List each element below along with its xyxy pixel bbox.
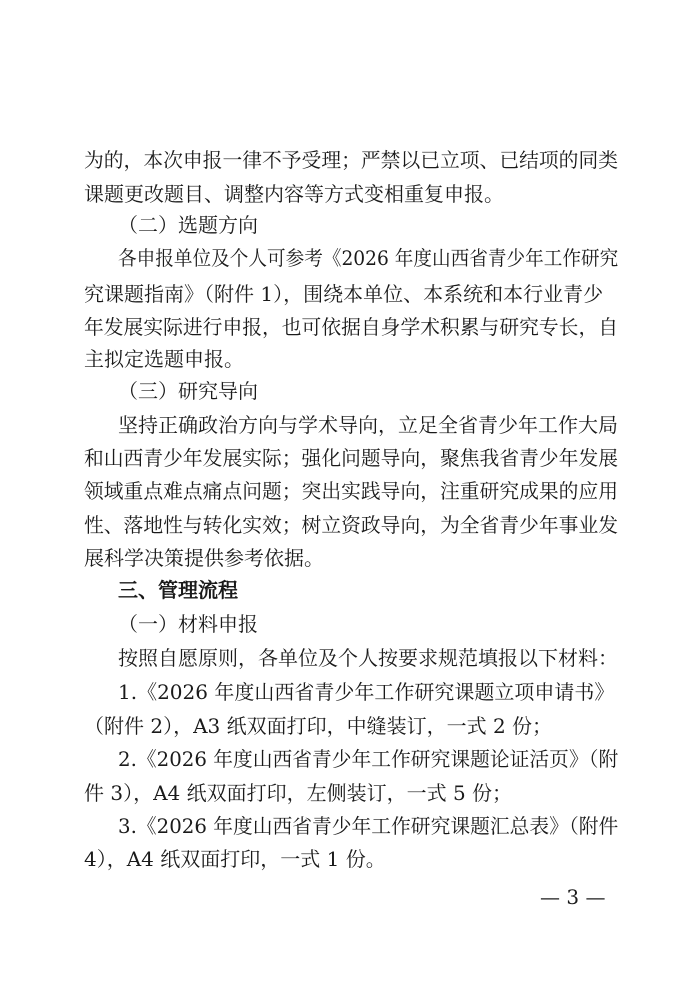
page-number: — 3 — (540, 885, 606, 909)
body-text-line: 性、落地性与转化实效；树立资政导向，为全省青少年事业发 (84, 513, 619, 537)
body-text-line: 究课题指南》（附件 1），围绕本单位、本系统和本行业青少 (84, 282, 604, 306)
body-text-line: 1.《2026 年度山西省青少年工作研究课题立项申请书》 (118, 680, 615, 704)
body-text-line: 4），A4 纸双面打印，一式 1 份。 (84, 847, 386, 871)
body-text-line: 件 3），A4 纸双面打印，左侧装订，一式 5 份； (84, 781, 513, 805)
section-heading: （二）选题方向 (118, 213, 258, 237)
body-text-line: 为的，本次申报一律不予受理；严禁以已立项、已结项的同类 (84, 148, 619, 172)
body-text-line: 展科学决策提供参考依据。 (84, 546, 324, 570)
body-text-line: 2.《2026 年度山西省青少年工作研究课题论证活页》（附 (118, 747, 619, 771)
chapter-heading: 三、管理流程 (118, 578, 238, 602)
body-text-line: （附件 2），A3 纸双面打印，中缝装订，一式 2 份； (84, 714, 553, 738)
section-heading: （三）研究导向 (118, 379, 258, 403)
body-text-line: 各申报单位及个人可参考《2026 年度山西省青少年工作研究 (118, 246, 619, 270)
body-text-line: 3.《2026 年度山西省青少年工作研究课题汇总表》（附件 (118, 814, 619, 838)
body-text-line: 按照自愿原则，各单位及个人按要求规范填报以下材料： (118, 646, 618, 670)
body-text-line: 年发展实际进行申报，也可依据自身学术积累与研究专长，自 (84, 315, 619, 339)
body-text-line: 领域重点难点痛点问题；突出实践导向，注重研究成果的应用 (84, 479, 619, 503)
section-heading: （一）材料申报 (118, 612, 258, 636)
body-text-line: 主拟定选题申报。 (84, 347, 244, 371)
body-text-line: 课题更改题目、调整内容等方式变相重复申报。 (84, 182, 504, 206)
body-text-line: 和山西青少年发展实际；强化问题导向，聚焦我省青少年发展 (84, 446, 619, 470)
body-text-line: 坚持正确政治方向与学术导向，立足全省青少年工作大局 (118, 413, 618, 437)
